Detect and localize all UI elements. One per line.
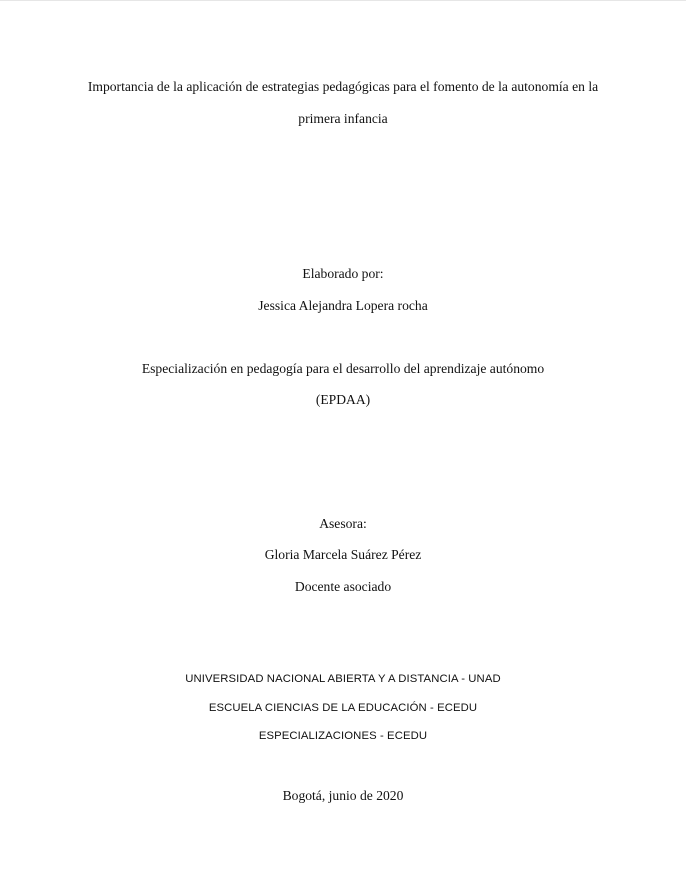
department-name: ESPECIALIZACIONES - ECEDU <box>258 730 428 742</box>
author-name: Jessica Alejandra Lopera rocha <box>258 298 428 313</box>
author-label: Elaborado por: <box>302 266 384 281</box>
advisor-label: Asesora: <box>319 516 367 531</box>
place-date: Bogotá, junio de 2020 <box>282 788 404 803</box>
document-title-line-1: Importancia de la aplicación de estrategias pedagógicas para el fomento de la autonomía en la <box>87 79 599 94</box>
document-title-line-2: primera infancia <box>298 111 388 126</box>
advisor-role: Docente asociado <box>294 579 392 594</box>
school-name: ESCUELA CIENCIAS DE LA EDUCACIÓN - ECEDU <box>208 702 478 714</box>
university-name: UNIVERSIDAD NACIONAL ABIERTA Y A DISTANCIA - UNAD <box>185 673 501 685</box>
program-name: Especialización en pedagogía para el desarrollo del aprendizaje autónomo <box>141 361 545 376</box>
advisor-name: Gloria Marcela Suárez Pérez <box>264 547 422 562</box>
program-acronym: (EPDAA) <box>315 392 371 407</box>
